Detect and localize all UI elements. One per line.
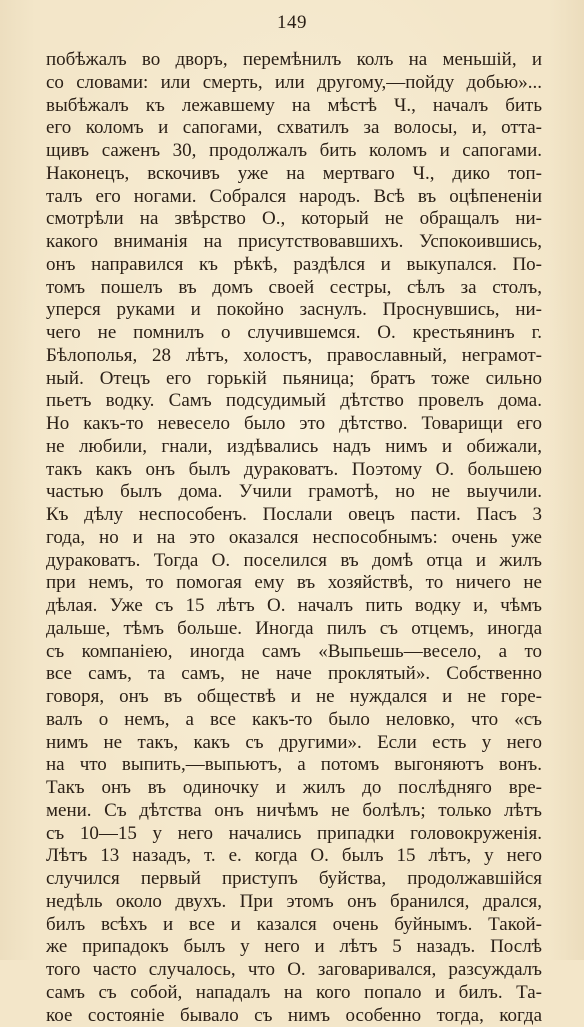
text-line: чего не помнилъ о случившемся. О. крестьянинъ г. [46, 322, 542, 345]
text-line: уперся руками и покойно заснулъ. Проснувшись, ни- [46, 299, 542, 322]
text-line: талъ его ногами. Собрался народъ. Всѣ въ оцѣпененіи [46, 186, 542, 209]
text-line: смотрѣли на звѣрство О., который не обращалъ ни- [46, 208, 542, 231]
text-line: Такъ онъ въ одиночку и жилъ до послѣдняго вре- [46, 777, 542, 800]
text-line: кое состояніе бывало съ нимъ особенно тогда, когда [46, 1005, 542, 1027]
text-line: на что выпить,—выпьютъ, а потомъ выгоняютъ вонъ. [46, 754, 542, 777]
text-line: мени. Съ дѣтства онъ ничѣмъ не болѣлъ; только лѣтъ [46, 800, 542, 823]
text-line: того часто случалось, что О. заговаривался, разсуждалъ [46, 959, 542, 982]
text-line: такъ какъ онъ былъ дураковатъ. Поэтому О. большею [46, 459, 542, 482]
text-line: его коломъ и сапогами, схватилъ за волосы, и, отта- [46, 117, 542, 140]
text-line: со словами: или смерть, или другому,—пойду добью»... [46, 72, 542, 95]
text-line: щивъ саженъ 30, продолжалъ бить коломъ и сапогами. [46, 140, 542, 163]
text-line: при немъ, то помогая ему въ хозяйствѣ, то ничего не [46, 572, 542, 595]
text-line: пьетъ водку. Самъ подсудимый дѣтство провелъ дома. [46, 390, 542, 413]
text-line: ный. Отецъ его горькій пьяница; братъ тоже сильно [46, 368, 542, 391]
text-line: говоря, онъ въ обществѣ и не нуждался и не горе- [46, 686, 542, 709]
text-line: выбѣжалъ къ лежавшему на мѣстѣ Ч., началъ бить [46, 95, 542, 118]
text-line: все самъ, та самъ, не наче проклятый». Собственно [46, 663, 542, 686]
text-line: дальше, тѣмъ больше. Иногда пилъ съ отцемъ, иногда [46, 618, 542, 641]
text-line: не любили, гнали, издѣвались надъ нимъ и обижали, [46, 436, 542, 459]
text-line: Но какъ-то невесело было это дѣтство. Товарищи его [46, 413, 542, 436]
text-line: нимъ не такъ, какъ съ другими». Если есть у него [46, 732, 542, 755]
text-line: года, но и на это оказался неспособнымъ: очень уже [46, 527, 542, 550]
text-line: Наконецъ, вскочивъ уже на мертваго Ч., дико топ- [46, 163, 542, 186]
text-line: съ 10—15 у него начались припадки головокруженія. [46, 823, 542, 846]
text-line: же припадокъ былъ у него и лѣтъ 5 назадъ. Послѣ [46, 936, 542, 959]
body-text [46, 49, 542, 1027]
text-line: дѣлая. Уже съ 15 лѣтъ О. началъ пить водку и, чѣмъ [46, 595, 542, 618]
text-line: частью былъ дома. Учили грамотѣ, но не выучили. [46, 481, 542, 504]
text-line: побѣжалъ во дворъ, перемѣнилъ колъ на меньшій, и [46, 49, 542, 72]
text-line: валъ о немъ, а все какъ-то было неловко, что «съ [46, 709, 542, 732]
text-line: случился первый приступъ буйства, продолжавшійся [46, 868, 542, 891]
page-number: 149 [0, 12, 584, 34]
text-line: Лѣтъ 13 назадъ, т. е. когда О. былъ 15 лѣтъ, у него [46, 845, 542, 868]
text-line: томъ пошелъ въ домъ своей сестры, сѣлъ за столъ, [46, 277, 542, 300]
text-line: какого вниманія на присутствовавшихъ. Успокоившись, [46, 231, 542, 254]
text-line: Къ дѣлу неспособенъ. Послали овецъ пасти. Пасъ 3 [46, 504, 542, 527]
text-line: онъ направился къ рѣкѣ, раздѣлся и выкупался. По- [46, 254, 542, 277]
text-line: самъ съ собой, нападалъ на кого попало и билъ. Та- [46, 982, 542, 1005]
text-line: съ компаніею, иногда самъ «Выпьешь—весело, а то [46, 641, 542, 664]
text-line: дураковатъ. Тогда О. поселился въ домѣ отца и жилъ [46, 550, 542, 573]
text-line: недѣль около двухъ. При этомъ онъ бранился, дрался, [46, 891, 542, 914]
text-line: Бѣлополья, 28 лѣтъ, холостъ, православный, неграмот- [46, 345, 542, 368]
text-line: билъ всѣхъ и все и казался очень буйнымъ. Такой- [46, 914, 542, 937]
